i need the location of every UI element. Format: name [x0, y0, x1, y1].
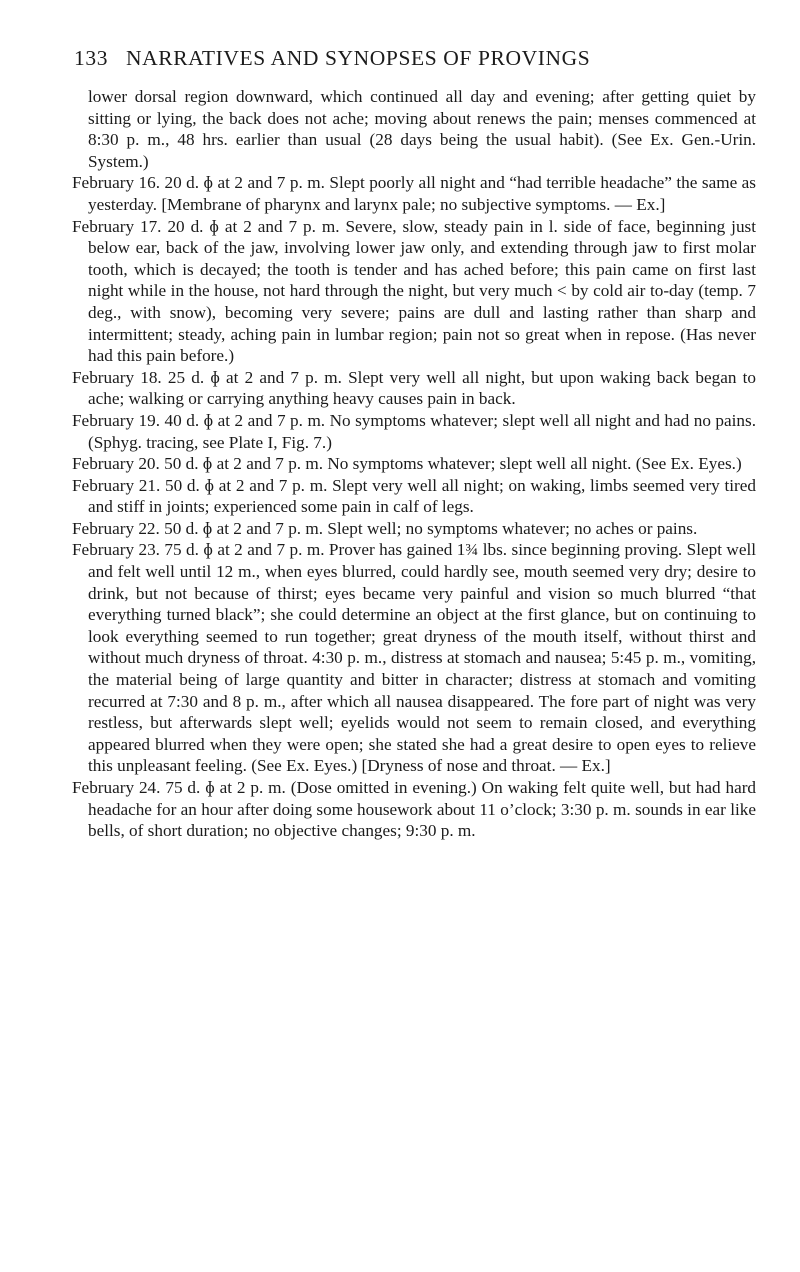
entry-date: February 16. — [72, 173, 161, 193]
entry-text: lower dorsal region downward, which continued all day and evening; after getting quiet by sitting or lying, the back does not ache; moving about renews the pain; menses commenced at 8:30 p. m., 48 hrs. earlier than usual (28 days being the usual habit). (See Ex. Gen.-Urin. System.) — [88, 87, 756, 171]
entry-date: February 17. — [72, 216, 162, 236]
diary-entry — [72, 367, 756, 410]
entry-date: February 24. — [72, 778, 161, 797]
page-number: 133 — [74, 46, 109, 70]
entry-date: February 22. — [72, 518, 160, 538]
entry-continuation — [72, 86, 756, 172]
diary-entry — [72, 475, 756, 518]
entry-date: February 19. — [72, 410, 161, 430]
entry-text: 20 d. ɸ at 2 and 7 p. m. Severe, slow, steady pain in l. side of face, beginning just below ear, back of the jaw, involving lower jaw only, and extending through jaw to first molar tooth, which is decayed; the tooth is tender and has ached before; this pain came on first last night while in the house, not hard through the night, but very much < by cold air to-day (temp. 7 deg., with snow), becoming very severe; pains are dull and lasting rather than sharp and intermittent; steady, aching pain in lumbar region; pain not so great when in repose. (Has never had this pain before.) — [88, 216, 757, 366]
diary-entry — [72, 777, 756, 842]
entry-text: 40 d. ɸ at 2 and 7 p. m. No symptoms whatever; slept well all night and had no pains. (Sphyg. tracing, see Plate I, Fig. 7.) — [88, 410, 757, 452]
entry-date: February 20. — [72, 454, 160, 474]
diary-entry — [72, 216, 756, 367]
entry-text: 75 d. ɸ at 2 and 7 p. m. Prover has gained 1¾ lbs. since beginning proving. Slept well and felt well until 12 m., when eyes blurred, could hardly see, mouth seemed very dry; desire to drink, but not because of thirst; eyes became very painful and vision so much blurred “that everything turned black”; she could determine an object at the first glance, but on continuing to look everything seemed to run together; great dryness of the mouth itself, without thirst and without much dryness of throat. 4:30 p. m., distress at stomach and nausea; 5:45 p. m., vomiting, the material being of large quantity and bitter in character; distress at stomach and vomiting recurred at 7:30 and 8 p. m., after which all nausea disappeared. The fore part of night was very restless, but afterwards slept well; eyelids would not seem to remain closed, and everything appeared blurred when they were open; she stated she had a great desire to open eyes to relieve this unpleasant feeling. (See Ex. Eyes.) [Dryness of nose and throat. — Ex.] — [88, 540, 757, 776]
diary-entry — [72, 410, 756, 453]
entry-date: February 21. — [72, 475, 161, 495]
entry-text: 25 d. ɸ at 2 and 7 p. m. Slept very well all night, but upon waking back began to ache; walking or carrying anything heavy causes pain in back. — [88, 367, 757, 409]
entry-text: 50 d. ɸ at 2 and 7 p. m. No symptoms whatever; slept well all night. (See Ex. Eyes.) — [164, 454, 742, 474]
diary-entry — [72, 518, 756, 540]
running-title: NARRATIVES AND SYNOPSES OF PROVINGS — [126, 46, 591, 70]
entry-date: February 18. — [72, 367, 162, 387]
running-header — [74, 46, 754, 71]
entry-text: 20 d. ɸ at 2 and 7 p. m. Slept poorly all night and “had terrible headache” the same as yesterday. [Membrane of pharynx and larynx pale; no subjective symptoms. — Ex.] — [88, 173, 756, 214]
entry-text: 75 d. ɸ at 2 p. m. (Dose omitted in evening.) On waking felt quite well, but had hard headache for an hour after doing some housework about 11 o’clock; 3:30 p. m. sounds in ear like bells, of short duration; no objective changes; 9:30 p. m. — [88, 778, 757, 841]
entry-date: February 23. — [72, 540, 160, 560]
diary-entry — [72, 172, 756, 215]
diary-entry — [72, 539, 756, 777]
body-text — [72, 86, 756, 842]
entry-text: 50 d. ɸ at 2 and 7 p. m. Slept very well all night; on waking, limbs seemed very tired and stiff in joints; experienced some pain in calf of legs. — [88, 475, 756, 517]
diary-entry — [72, 453, 756, 475]
entry-text: 50 d. ɸ at 2 and 7 p. m. Slept well; no symptoms whatever; no aches or pains. — [164, 518, 698, 538]
